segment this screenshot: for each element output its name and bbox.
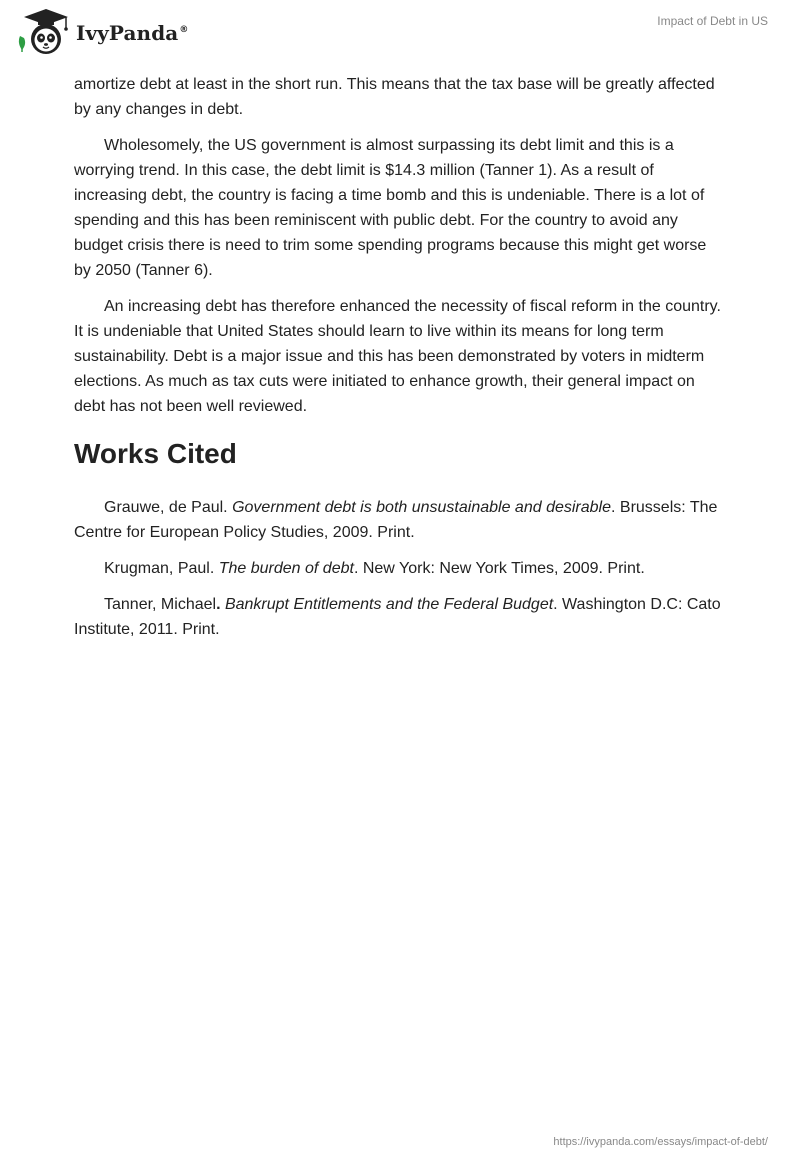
works-cited-heading: Works Cited bbox=[74, 438, 237, 469]
citation-entry bbox=[74, 592, 726, 642]
registered-mark: ® bbox=[179, 25, 189, 36]
citation-title: Bankrupt Entitlements and the Federal Budget bbox=[224, 596, 554, 613]
citation-author: Tanner, Michael bbox=[104, 596, 217, 613]
citation-publication: . New York: New York Times, 2009. Print. bbox=[353, 560, 645, 577]
citation-entry bbox=[74, 556, 726, 581]
citation-author: Krugman, Paul. bbox=[104, 560, 219, 577]
panda-graduate-logo-icon bbox=[14, 8, 72, 58]
ivypanda-logo[interactable] bbox=[14, 8, 188, 58]
citation-separator: . bbox=[216, 596, 225, 613]
body-paragraph: Wholesomely, the US government is almost surpassing its debt limit and this is a worrying trend. In this case, the debt limit is $14.3 million (Tanner 1). As a result of increasing debt, the country is facing a time bomb and this is undeniable. There is a lot of spending and this has been reminiscent with public debt. For the country to avoid any budget crisis there is need to trim some spending programs because this might get worse by 2050 (Tanner 6). bbox=[74, 137, 707, 279]
citation-title: The burden of debt bbox=[218, 560, 354, 577]
citation-author: Grauwe, de Paul. bbox=[104, 499, 233, 516]
body-paragraph: An increasing debt has therefore enhanced the necessity of fiscal reform in the country. It is undeniable that United States should learn to live within its means for long term sustainability. Debt is a major issue and this has been demonstrated by voters in midterm elections. As much as tax cuts were initiated to enhance growth, their general impact on debt has not been well reviewed. bbox=[74, 298, 721, 415]
body-paragraph: amortize debt at least in the short run. This means that the tax base will be greatly affected by any changes in debt. bbox=[74, 76, 715, 118]
brand-name: IvyPanda® bbox=[76, 21, 189, 45]
source-url[interactable]: https://ivypanda.com/essays/impact-of-debt/ bbox=[553, 1136, 768, 1148]
essay-content bbox=[74, 72, 726, 653]
document-title: Impact of Debt in US bbox=[657, 14, 768, 28]
citation-entry bbox=[74, 495, 726, 545]
citation-publication: . Washington D.C: Cato Institute, 2011. Print. bbox=[74, 596, 721, 638]
citation-publication: . Brussels: The Centre for European Policy Studies, 2009. Print. bbox=[74, 499, 718, 541]
page-header bbox=[0, 0, 800, 70]
citation-title: Government debt is both unsustainable and desirable bbox=[232, 499, 611, 516]
